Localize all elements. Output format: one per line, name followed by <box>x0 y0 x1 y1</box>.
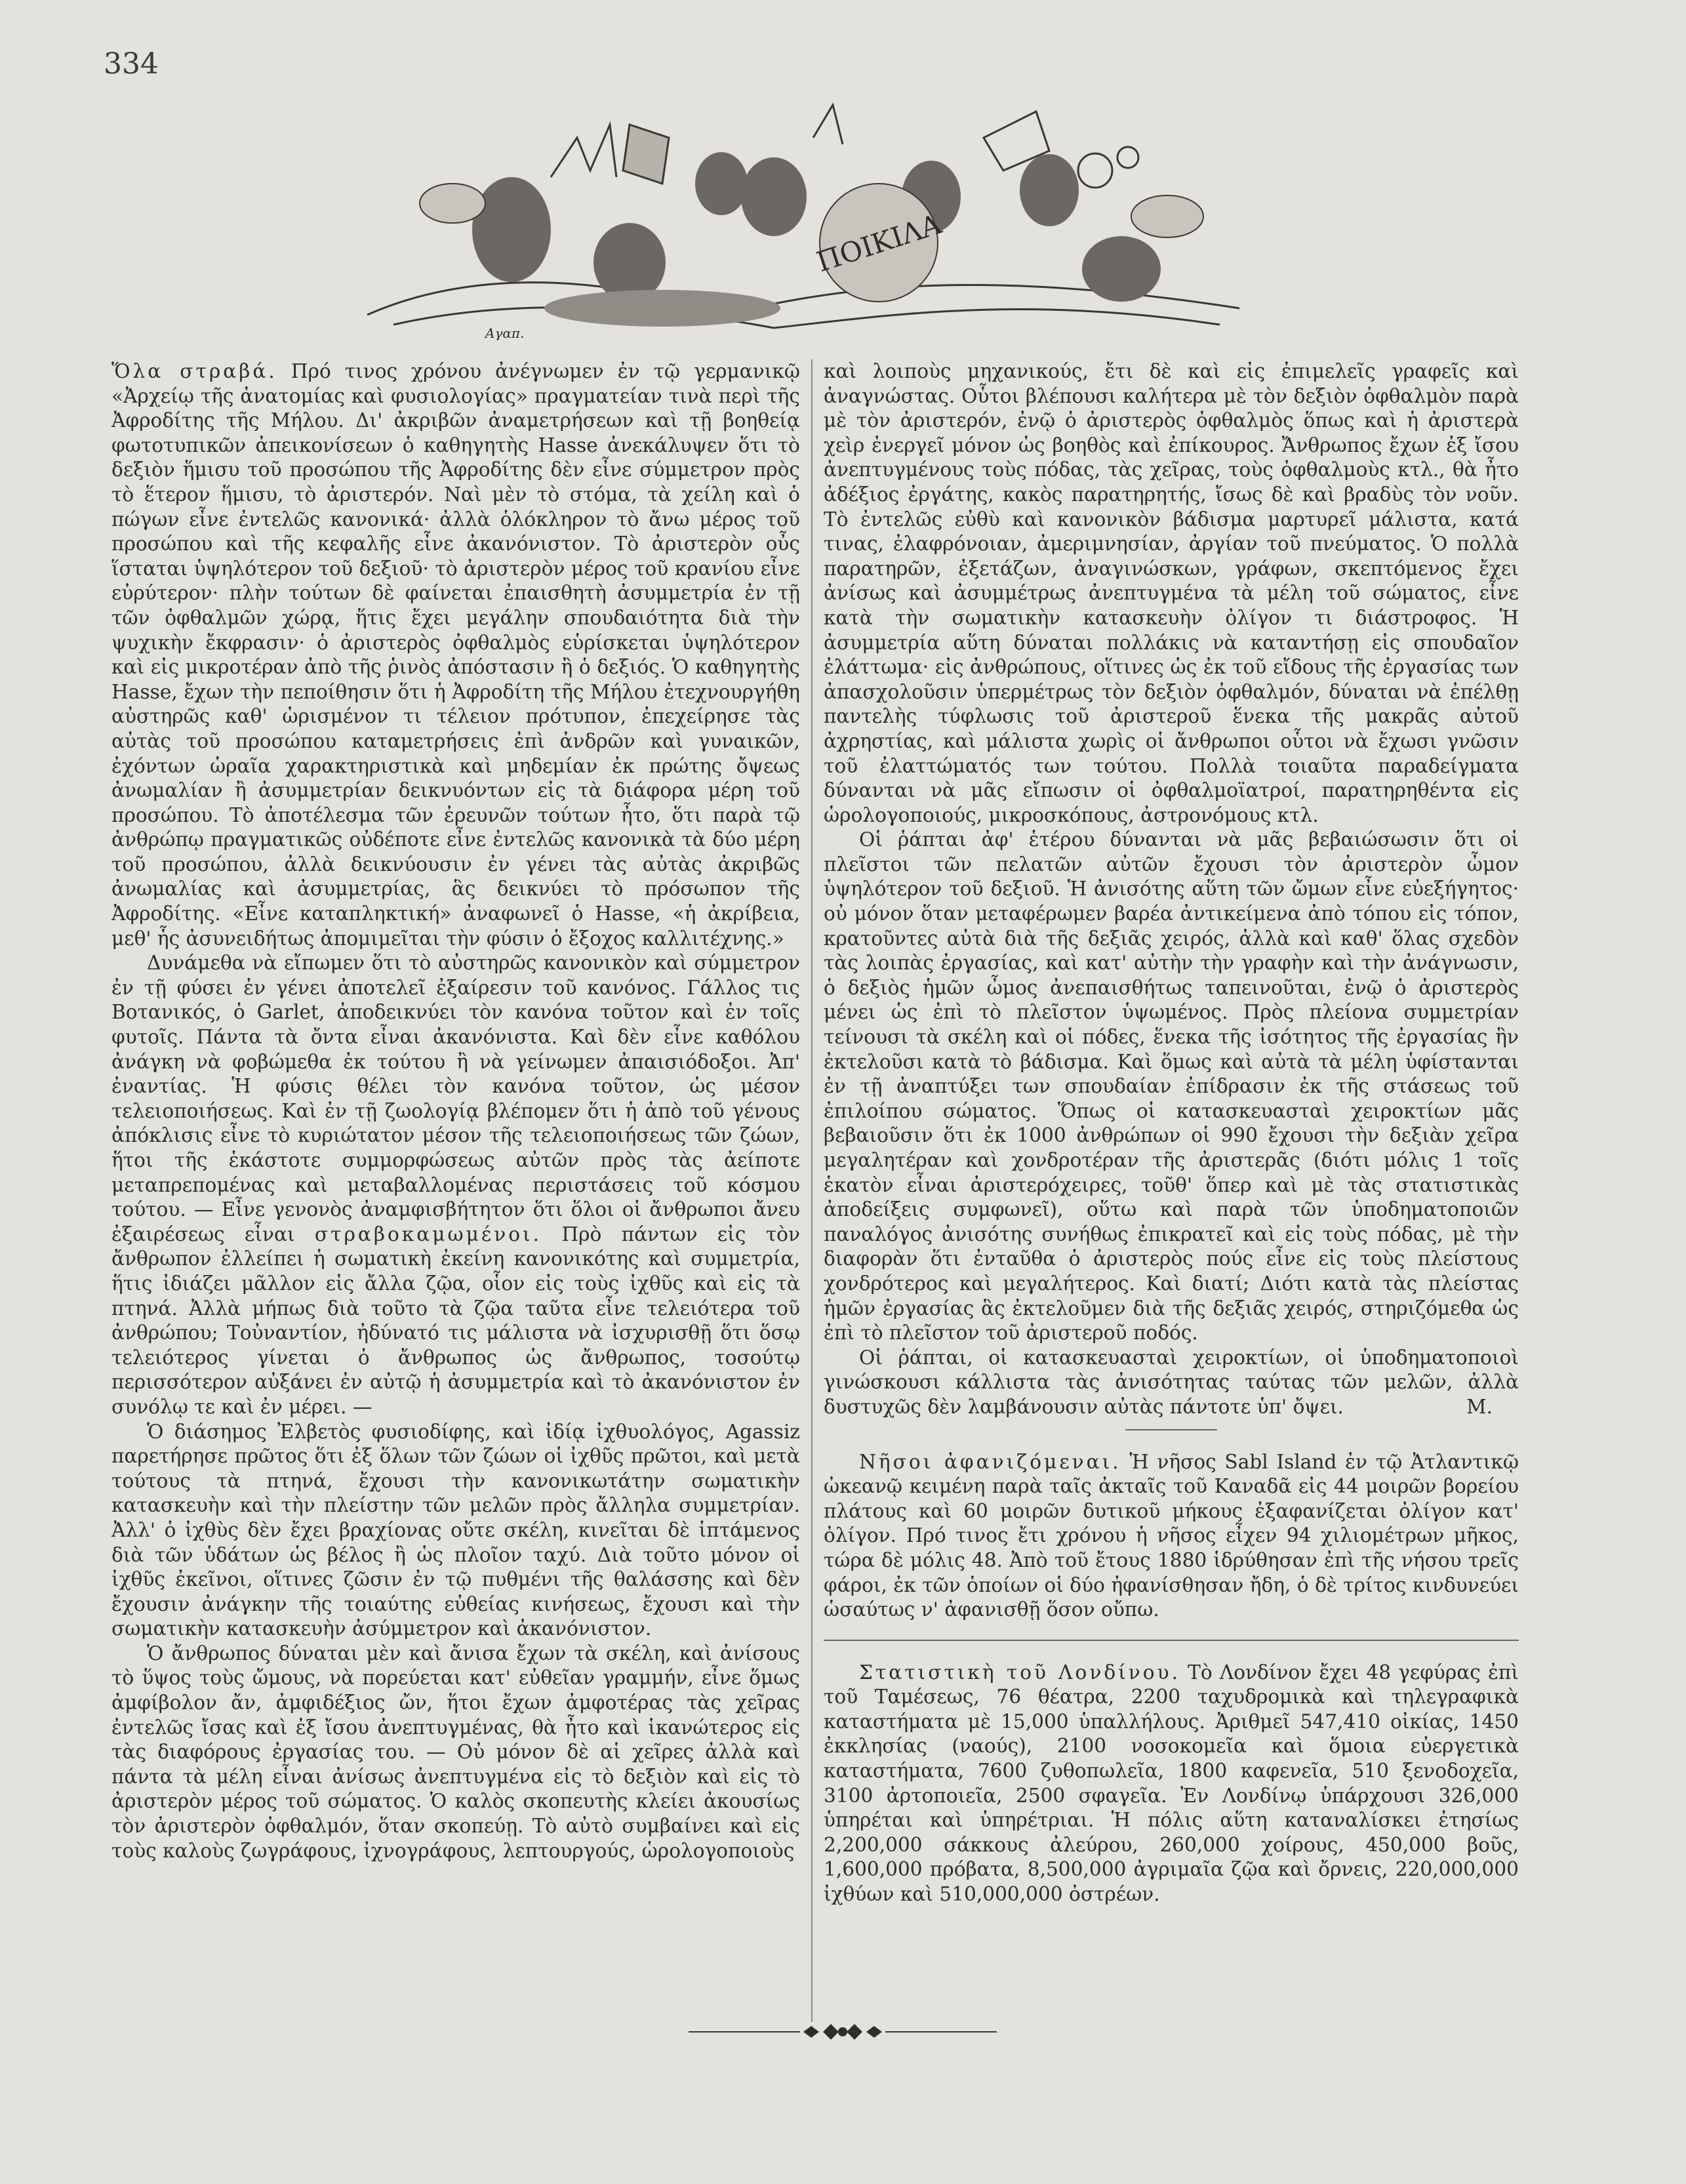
article-skewed-paragraph-7 <box>824 1346 1519 1420</box>
article-heading-islands: Νῆσοι ἀφανιζόμεναι. <box>859 1450 1121 1473</box>
author-signature: Μ. <box>1466 1395 1493 1418</box>
article-body-text: Δυνάμεθα νὰ εἴπωμεν ὅτι τὸ αὐστηρῶς κανονικὸν καὶ σύμμετρον ἐν τῇ φύσει ἐν γένει ἀποτελεῖ ἐξαίρεσιν τοῦ κανόνος. Γάλλος τις Βοτανικός, ὁ Garlet, ἀποδεικνύει τὸν κανόνα τοῦτον καὶ ἐν τοῖς φυτοῖς. Πάντα τὰ ὄντα εἶναι ἀκανόνιστα. Καὶ δὲν εἶνε καθόλου ἀνάγκη νὰ φοβώμεθα ἐκ τούτου ἢ νὰ γείνωμεν ἀπαισιόδοξοι. Ἀπ' ἐναντίας. Ἡ φύσις θέλει τὸν κανόνα τοῦτον, ὡς μέσον τελειοποιήσεως. Καὶ ἐν τῇ ζωολογίᾳ βλέπομεν ὅτι ἡ ἀπὸ τοῦ γένους ἀπόκλισις εἶνε τὸ κυριώτατον μέσον τῆς τελειοποιήσεως τῶν ζώων, ἥτοι τῆς ἑκάστοτε συμμορφώσεως αὐτῶν πρὸς τὰς ἀείποτε μεταπρεπομένας καὶ μεταβαλλομένας περιστάσεις τοῦ κόσμου τούτου. — Εἶνε γενονὸς ἀναμφισβήτητον ὅτι ὅλοι οἱ ἄνθρωποι ἄνευ ἐξαιρέσεως εἶναι <box>111 952 800 1245</box>
article-heading-london: Στατιστικὴ τοῦ Λονδίνου. <box>859 1661 1180 1684</box>
article-skewed-paragraph-3: Ὁ διάσημος Ἐλβετὸς φυσιοδίφης, καὶ ἰδίᾳ ἰχθυολόγος, Agassiz παρετήρησε πρῶτος ὅτι ἐξ ὅλων τῶν ζώων οἱ ἰχθῦς πρῶτοι, καὶ μετὰ τούτους τὰ πτηνά, ἔχουσι τὴν κανονικωτάτην σωματικὴν κατασκευὴν καὶ τὴν πλείστην τῶν μελῶν πρὸς ἄλληλα συμμετρίαν. Ἀλλ' ὁ ἰχθὺς δὲν ἔχει βραχίονας οὔτε σκέλη, κινεῖται δὲ ἱπτάμενος διὰ τῶν ὑδάτων ὡς βέλος ἢ ὡς πλοῖον ταχύ. Διὰ τοῦτο μόνον οἱ ἰχθῦς ἐκεῖνοι, οἵτινες ζῶσιν ἐν τῷ πυθμένι τῆς θαλάσσης καὶ δὲν ἔχουσιν ἀνάγκην τῆς τοιαύτης εὐθείας κινήσεως, ἔχουσι καὶ τὴν σωματικὴν κατασκευὴν ἀσύμμετρον καὶ ἀκανόνιστον. <box>111 1420 800 1640</box>
page-number: 334 <box>104 47 159 81</box>
section-header-vignette <box>354 98 1253 348</box>
article-body-text: Τὸ Λονδίνον ἔχει 48 γεφύρας ἐπὶ τοῦ Ταμέσεως, 76 θέατρα, 2200 ταχυδρομικὰ καὶ τηλεγραφικὰ καταστήματα μὲ 15,000 ὑπαλλήλους. Ἀριθμεῖ 547,410 οἰκίας, 1450 ἐκκλησίας (ναούς), 2100 νοσοκομεῖα καὶ ὅμοια εὐεργετικὰ καταστήματα, 7600 ζυθοπωλεῖα, 1800 καφενεῖα, 510 ξενοδοχεῖα, 3100 ἀρτοποιεῖα, 2500 σφαγεῖα. Ἐν Λονδίνῳ ὑπάρχουσι 326,000 ὑπηρέται καὶ ὑπηρέτριαι. Ἡ πόλις αὕτη καταναλίσκει ἐτησίως 2,200,000 σάκκους ἀλεύρου, 260,000 χοίρους, 450,000 βοῦς, 1,600,000 πρόβατα, 8,500,000 ἀγριμαῖα ζῷα καὶ ὄρνεις, 220,000,000 ἰχθύων καὶ 510,000,000 ὀστρέων. <box>824 1661 1519 1906</box>
article-body-text: Πρὸ πάντων εἰς τὸν ἄνθρωπον ἐλλείπει ἡ σωματικὴ ἐκείνη κανονικότης καὶ συμμετρία, ἥτις ἰδιάζει μᾶλλον εἰς ἄλλα ζῷα, οἷον εἰς τοὺς ἰχθῦς καὶ εἰς τὰ πτηνά. Ἀλλὰ μήπως διὰ τοῦτο τὰ ζῷα ταῦτα εἶνε τελειότερα τοῦ ἀνθρώπου; Τοὐναντίον, ἠδύνατό τις μάλιστα νὰ ἰσχυρισθῇ ὅτι ὅσῳ τελειότερος γίνεται ὁ ἄνθρωπος ὡς ἄνθρωπος, τοσούτῳ περισσότερον αὐξάνει ἐν αὐτῷ ἡ ἀσυμμετρία καὶ τὸ ἀκανόνιστον ἐν συνόλῳ τε καὶ ἐν μέρει. — <box>111 1223 800 1418</box>
article-skewed-paragraph-2 <box>111 951 800 1419</box>
article-body-text: Πρό τινος χρόνου ἀνέγνωμεν ἐν τῷ γερμανικῷ «Ἀρχείῳ τῆς ἀνατομίας καὶ φυσιολογίας» πραγματείαν τινὰ περὶ τῆς Ἀφροδίτης τῆς Μήλου. Δι' ἀκριβῶν ἀναμετρήσεων καὶ τῇ βοηθείᾳ φωτοτυπικῶν ἀπεικονίσεων ὁ καθηγητὴς Hasse ἀνεκάλυψεν ὅτι τὸ δεξιὸν ἥμισυ τοῦ προσώπου τῆς Ἀφροδίτης δὲν εἶνε σύμμετρον πρὸς τὸ ἕτερον ἥμισυ, τὸ ἀριστερόν. Ναὶ μὲν τὸ στόμα, τὰ χείλη καὶ ὁ πώγων εἶνε ἐντελῶς κανονικά· ἀλλὰ ὁλόκληρον τὸ ἄνω μέρος τοῦ προσώπου καὶ τῆς κεφαλῆς εἶνε ἀκανόνιστον. Τὸ ἀριστερὸν οὖς ἵσταται ὑψηλότερον τοῦ δεξιοῦ· τὸ ἀριστερὸν μέρος τοῦ κρανίου εἶνε εὐρύτερον· πλὴν τούτων δὲ φαίνεται ἐπαισθητὴ ἀσυμμετρία ἐν τῇ τῶν ὀφθαλμῶν χώρᾳ, ἥτις ἔχει μεγάλην σπουδαιότητα διὰ τὴν ψυχικὴν ἔκφρασιν· ὁ ἀριστερὸς ὀφθαλμὸς εὑρίσκεται ὑψηλότερον καὶ εἰς μικροτέραν ἀπὸ τῆς ῥινὸς ἀπόστασιν ἢ ὁ δεξιός. Ὁ καθηγητὴς Hasse, ἔχων τὴν πεποίθησιν ὅτι ἡ Ἀφροδίτη τῆς Μήλου ἐτεχνουργήθη αὐστηρῶς καθ' ὡρισμένον τι τέλειον πρότυπον, ἐπεχείρησε τὰς αὐτὰς τοῦ προσώπου καταμετρήσεις ἐπὶ ἀνδρῶν καὶ γυναικῶν, ἐχόντων ὡραῖα χαρακτηριστικὰ καὶ μηδεμίαν ἐκ πρώτης ὄψεως ἀνωμαλίαν ἢ ἀσυμμετρίαν δεικνυόντων εἰς τὰ διάφορα μέρη τοῦ προσώπου. Τὸ ἀποτέλεσμα τῶν ἐρευνῶν τούτων ἦτο, ὅτι παρὰ τῷ ἀνθρώπῳ πραγματικῶς οὐδέποτε εἶνε ἐντελῶς κανονικὰ τὰ δύο μέρη τοῦ προσώπου, ἀλλὰ δεικνύουσιν ἐν γένει τὰς αὐτὰς ἀκριβῶς ἀνωμαλίας καὶ ἀσυμμετρίας, ἃς δεικνύει τὸ πρόσωπον τῆς Ἀφροδίτης. «Εἶνε καταπληκτική» ἀναφωνεῖ ὁ Hasse, «ἡ ἀκρίβεια, μεθ' ἧς ἀσυνειδήτως ἀπομιμεῖται τὴν φύσιν ὁ ἔξοχος καλλιτέχνης.» <box>111 360 800 950</box>
vignette-artist-signature: Αγαπ. <box>485 325 525 341</box>
vignette-banner-text: ΠΟΙΚΙΛΑ <box>813 207 946 279</box>
article-islands <box>824 1450 1519 1623</box>
article-body-text: Ἡ νῆσος Sabl Island ἐν τῷ Ἀτλαντικῷ ὠκεανῷ κειμένη παρὰ ταῖς ἀκταῖς τοῦ Καναδᾶ εἰς 44 μοιρῶν βορείου πλάτους καὶ 60 μοιρῶν δυτικοῦ μήκους ἐξαφανίζεται ὀλίγον κατ' ὀλίγον. Πρό τινος ἔτι χρόνου ἡ νῆσος εἶχεν 94 χιλιομέτρων μῆκος, τώρα δὲ μόλις 48. Ἀπὸ τοῦ ἔτους 1880 ἱδρύθησαν ἐπὶ τῆς νήσου τρεῖς φάροι, ἐκ τῶν ὁποίων οἱ δύο ἠφανίσθησαν ἤδη, ὁ δὲ τρίτος κινδυνεύει ὡσαύτως ν' ἀφανισθῇ ὅσον οὔπω. <box>824 1450 1519 1621</box>
article-body-text: Οἱ ῥάπται, οἱ κατασκευασταὶ χειροκτίων, οἱ ὑποδηματοποιοὶ γινώσκουσι κάλλιστα τὰς ἀνισότητας ταύτας τῶν μελῶν, ἀλλὰ δυστυχῶς δὲν λαμβάνουσιν αὐτὰς πάντοτε ὑπ' ὄψει. <box>824 1346 1519 1418</box>
end-ornament <box>689 2019 997 2045</box>
left-column <box>111 359 800 1863</box>
article-skewed-paragraph-6: Οἱ ῥάπται ἀφ' ἑτέρου δύνανται νὰ μᾶς βεβαιώσωσιν ὅτι οἱ πλεῖστοι τῶν πελατῶν αὐτῶν ἔχουσι τὸν ἀριστερὸν ὦμον ὑψηλότερον τοῦ δεξιοῦ. Ἡ ἀνισότης αὕτη τῶν ὤμων εἶνε εὐεξήγητος· οὐ μόνον ὅταν μεταφέρωμεν βαρέα ἀντικείμενα ἀπὸ τόπου εἰς τόπον, κρατοῦντες αὐτὰ διὰ τῆς δεξιᾶς χειρός, ἀλλὰ καὶ καθ' ὅλας σχεδὸν τὰς λοιπὰς ἐργασίας, καὶ κατ' αὐτὴν τὴν γραφὴν καὶ τὴν ἀνάγνωσιν, ὁ δεξιὸς ἡμῶν ὦμος ἀνεπαισθήτως ταπεινοῦται, ἐνῷ ὁ ἀριστερὸς μένει ὡς ἐπὶ τὸ πλεῖστον ὑψωμένος. Πρὸς πλείονα συμμετρίαν τείνουσι τὰ σκέλη καὶ οἱ πόδες, ἕνεκα τῆς ἰσότητος τῆς ἐργασίας ἣν ἐκτελοῦσι κατὰ τὸ βάδισμα. Καὶ ὅμως καὶ αὐτὰ τὰ μέλη ὑφίστανται ἐν τῇ ἀναπτύξει των σπουδαίαν ἐπίδρασιν ἐκ τῆς στάσεως τοῦ ἐπιλοίπου σώματος. Ὅπως οἱ κατασκευασταὶ χειροκτίων μᾶς βεβαιοῦσιν ὅτι ἐκ 1000 ἀνθρώπων οἱ 990 ἔχουσι τὴν δεξιὰν χεῖρα μεγαλητέραν καὶ χονδροτέραν τῆς ἀριστερᾶς (διότι μόλις 1 τοῖς ἑκατὸν εἶναι ἀριστερόχειρες, τοῦθ' ὅπερ καὶ μὲ τὰς στατιστικὰς ἀποδείξεις συμφωνεῖ), οὕτω καὶ παρὰ τῶν ὑποδηματοποιῶν παναλόγος ἀνισότης συνήθως ἐπικρατεῖ καὶ εἰς τοὺς πόδας, μὲ τὴν διαφορὰν ὅτι ἐνταῦθα ὁ ἀριστερὸς πούς εἶνε εἰς τοὺς πλείστους χονδρότερος καὶ μεγαλήτερος. Καὶ διατί; Διότι κατὰ τὰς πλείστας ἡμῶν ἐργασίας ἃς ἐκτελοῦμεν διὰ τῆς δεξιᾶς χειρός, στηριζόμεθα ὡς ἐπὶ τὸ πλεῖστον τοῦ ἀριστεροῦ ποδός. <box>824 828 1519 1345</box>
emphasis-word: στραβοκαμωμένοι. <box>314 1223 542 1245</box>
article-skewed-paragraph-4: Ὁ ἄνθρωπος δύναται μὲν καὶ ἄνισα ἔχων τὰ σκέλη, καὶ ἀνίσους τὸ ὕψος τοὺς ὤμους, νὰ πορεύεται κατ' εὐθεῖαν γραμμήν, εἶνε ὅμως ἀμφίβολον ἄν, ἀμφιδέξιος ὤν, ἥτοι ἔχων ἀμφοτέρας τὰς χεῖρας ἐντελῶς ἴσας καὶ ἐξ ἴσου ἀνεπτυγμένας, θὰ ἦτο καὶ ἱκανώτερος εἰς τὰς διαφόρους ἐργασίας του. — Οὐ μόνον δὲ αἱ χεῖρες ἀλλὰ καὶ πάντα τὰ μέλη εἶναι ἀνίσως ἀνεπτυγμένα εἰς τὸ δεξιὸν καὶ εἰς τὸ ἀριστερὸν μέρος τοῦ σώματος. Ὁ καλὸς σκοπευτὴς κλείει ἀκουσίως τὸν ἀριστερὸν ὀφθαλμόν, ὅταν σκοπεύῃ. Τὸ αὐτὸ συμβαίνει καὶ εἰς τοὺς καλοὺς ζωγράφους, ἰχνογράφους, λεπτουργούς, ὡρολογοποιοὺς <box>111 1642 800 1862</box>
article-skewed-paragraph-1 <box>111 359 800 951</box>
section-separator <box>1125 1429 1217 1430</box>
article-skewed-paragraph-5: καὶ λοιποὺς μηχανικούς, ἔτι δὲ καὶ εἰς ἐπιμελεῖς γραφεῖς καὶ ἀναγνώστας. Οὗτοι βλέπουσι καλήτερα μὲ τὸν δεξιὸν ὀφθαλμὸν παρὰ μὲ τὸν ἀριστερόν, ἐνῷ ὁ ἀριστερὸς ὀφθαλμὸς ὅπως καὶ ἡ ἀριστερὰ χεὶρ ἐνεργεῖ μόνον ὡς βοηθὸς καὶ ἐπίκουρος. Ἄνθρωπος ἔχων ἐξ ἴσου ἀνεπτυγμένους τοὺς πόδας, τὰς χεῖρας, τοὺς ὀφθαλμοὺς κτλ., θὰ ἦτο ἀδέξιος ἐργάτης, κακὸς παρατηρητής, ἴσως δὲ καὶ βραδὺς τὸν νοῦν. Τὸ ἐντελῶς εὐθὺ καὶ κανονικὸν βάδισμα μαρτυρεῖ μάλιστα, κατά τινας, ἐλαφρόνοιαν, ἀμεριμνησίαν, ἀργίαν τοῦ πνεύματος. Ὁ πολλὰ παρατηρῶν, ἐξετάζων, ἀναγινώσκων, γράφων, σκεπτόμενος ἔχει ἀνίσως καὶ ἀσυμμέτρως ἀνεπτυγμένα τὰ μέλη τοῦ σώματος, εἶνε κατὰ τὴν σωματικὴν κατασκευὴν ὀλίγον τι διάστροφος. Ἡ ἀσυμμετρία αὕτη δύναται πολλάκις νὰ καταντήσῃ εἰς σπουδαῖον ἐλάττωμα· εἰς ἀνθρώπους, οἵτινες ὡς ἐκ τοῦ εἴδους τῆς ἐργασίας των ἀπασχολοῦσιν ὑπερμέτρως τὸν δεξιὸν ὀφθαλμόν, δύναται νὰ ἐπέλθῃ παντελὴς τύφλωσις τοῦ ἀριστεροῦ ἕνεκα τῆς μακρᾶς αὐτοῦ ἀχρηστίας, καὶ μάλιστα χωρὶς οἱ ἄνθρωποι οὗτοι νὰ ἔχωσι γνῶσιν τοῦ ἐλαττώματός των τούτου. Πολλὰ τοιαῦτα παραδείγματα δύνανται νὰ μᾶς εἴπωσιν οἱ ὀφθαλμοϊατροί, παρατηρηθέντα εἰς ὡρολογοποιούς, μικροσκόπους, ἀστρονόμους κτλ. <box>824 360 1519 826</box>
right-column <box>824 359 1519 1907</box>
article-london-statistics <box>824 1661 1519 1907</box>
column-divider <box>811 359 813 2022</box>
article-heading-ola-strava: Ὅλα στραβά. <box>111 360 277 382</box>
section-separator <box>824 1640 1519 1641</box>
